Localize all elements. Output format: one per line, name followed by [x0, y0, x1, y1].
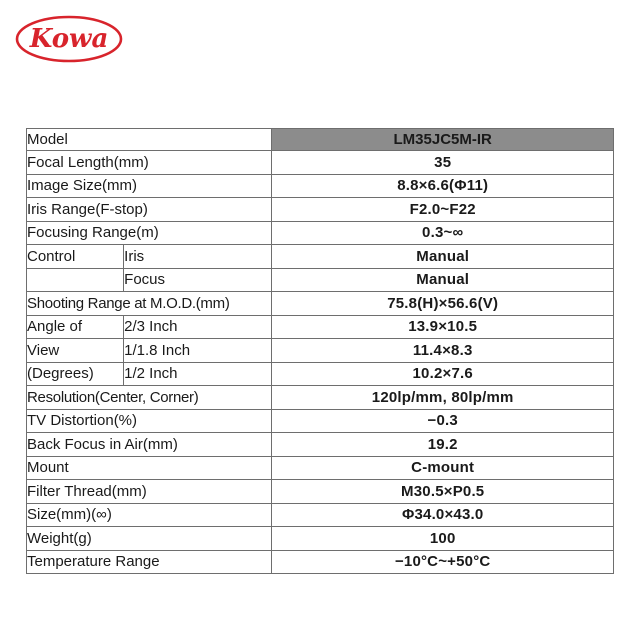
table-row: [27, 433, 614, 457]
weight-label: Weight(g): [27, 527, 272, 551]
table-row: [27, 268, 614, 292]
table-row: [27, 480, 614, 504]
table-row: [27, 550, 614, 574]
model-label: Model: [27, 129, 272, 151]
iris-range-value: F2.0~F22: [272, 198, 614, 222]
image-size-value: 8.8×6.6(Φ11): [272, 174, 614, 198]
angle-of-view-label-3: (Degrees): [27, 362, 124, 386]
temperature-value: −10°C~+50°C: [272, 550, 614, 574]
focusing-range-value: 0.3~∞: [272, 221, 614, 245]
angle-of-view-label-2: View: [27, 339, 124, 363]
kowa-logo: [14, 14, 124, 64]
aov-format-1-2: 1/2 Inch: [124, 362, 272, 386]
table-row: [27, 198, 614, 222]
table-row: [27, 362, 614, 386]
kowa-logo-text: Kowa: [29, 24, 109, 54]
table-row: [27, 456, 614, 480]
mount-value: C-mount: [272, 456, 614, 480]
focusing-range-label: Focusing Range(m): [27, 221, 272, 245]
resolution-value: 120lp/mm, 80lp/mm: [272, 386, 614, 410]
aov-format-2-3: 2/3 Inch: [124, 315, 272, 339]
table-row: [27, 221, 614, 245]
aov-format-1-1-8: 1/1.8 Inch: [124, 339, 272, 363]
table-row: [27, 129, 614, 151]
filter-thread-label: Filter Thread(mm): [27, 480, 272, 504]
control-label: Control: [27, 245, 124, 269]
control-focus-label: Focus: [124, 268, 272, 292]
aov-value-1-2: 10.2×7.6: [272, 362, 614, 386]
size-label: Size(mm)(∞): [27, 503, 272, 527]
control-iris-label: Iris: [124, 245, 272, 269]
control-focus-value: Manual: [272, 268, 614, 292]
shooting-range-value: 75.8(H)×56.6(V): [272, 292, 614, 316]
table-row: [27, 151, 614, 175]
control-iris-value: Manual: [272, 245, 614, 269]
size-value: Φ34.0×43.0: [272, 503, 614, 527]
shooting-range-label: Shooting Range at M.O.D.(mm): [27, 292, 272, 316]
angle-of-view-label-1: Angle of: [27, 315, 124, 339]
temperature-label: Temperature Range: [27, 550, 272, 574]
tv-distortion-value: −0.3: [272, 409, 614, 433]
table-row: [27, 409, 614, 433]
model-value: LM35JC5M-IR: [272, 129, 614, 151]
iris-range-label: Iris Range(F-stop): [27, 198, 272, 222]
resolution-label: Resolution(Center, Corner): [27, 386, 272, 410]
focal-length-label: Focal Length(mm): [27, 151, 272, 175]
focal-length-value: 35: [272, 151, 614, 175]
back-focus-label: Back Focus in Air(mm): [27, 433, 272, 457]
control-label-cont: [27, 268, 124, 292]
filter-thread-value: M30.5×P0.5: [272, 480, 614, 504]
image-size-label: Image Size(mm): [27, 174, 272, 198]
mount-label: Mount: [27, 456, 272, 480]
aov-value-1-1-8: 11.4×8.3: [272, 339, 614, 363]
tv-distortion-label: TV Distortion(%): [27, 409, 272, 433]
table-row: [27, 339, 614, 363]
weight-value: 100: [272, 527, 614, 551]
table-row: [27, 174, 614, 198]
table-row: [27, 245, 614, 269]
aov-value-2-3: 13.9×10.5: [272, 315, 614, 339]
table-row: [27, 503, 614, 527]
table-row: [27, 527, 614, 551]
spec-table: [26, 128, 614, 574]
table-row: [27, 292, 614, 316]
table-row: [27, 315, 614, 339]
back-focus-value: 19.2: [272, 433, 614, 457]
table-row: [27, 386, 614, 410]
